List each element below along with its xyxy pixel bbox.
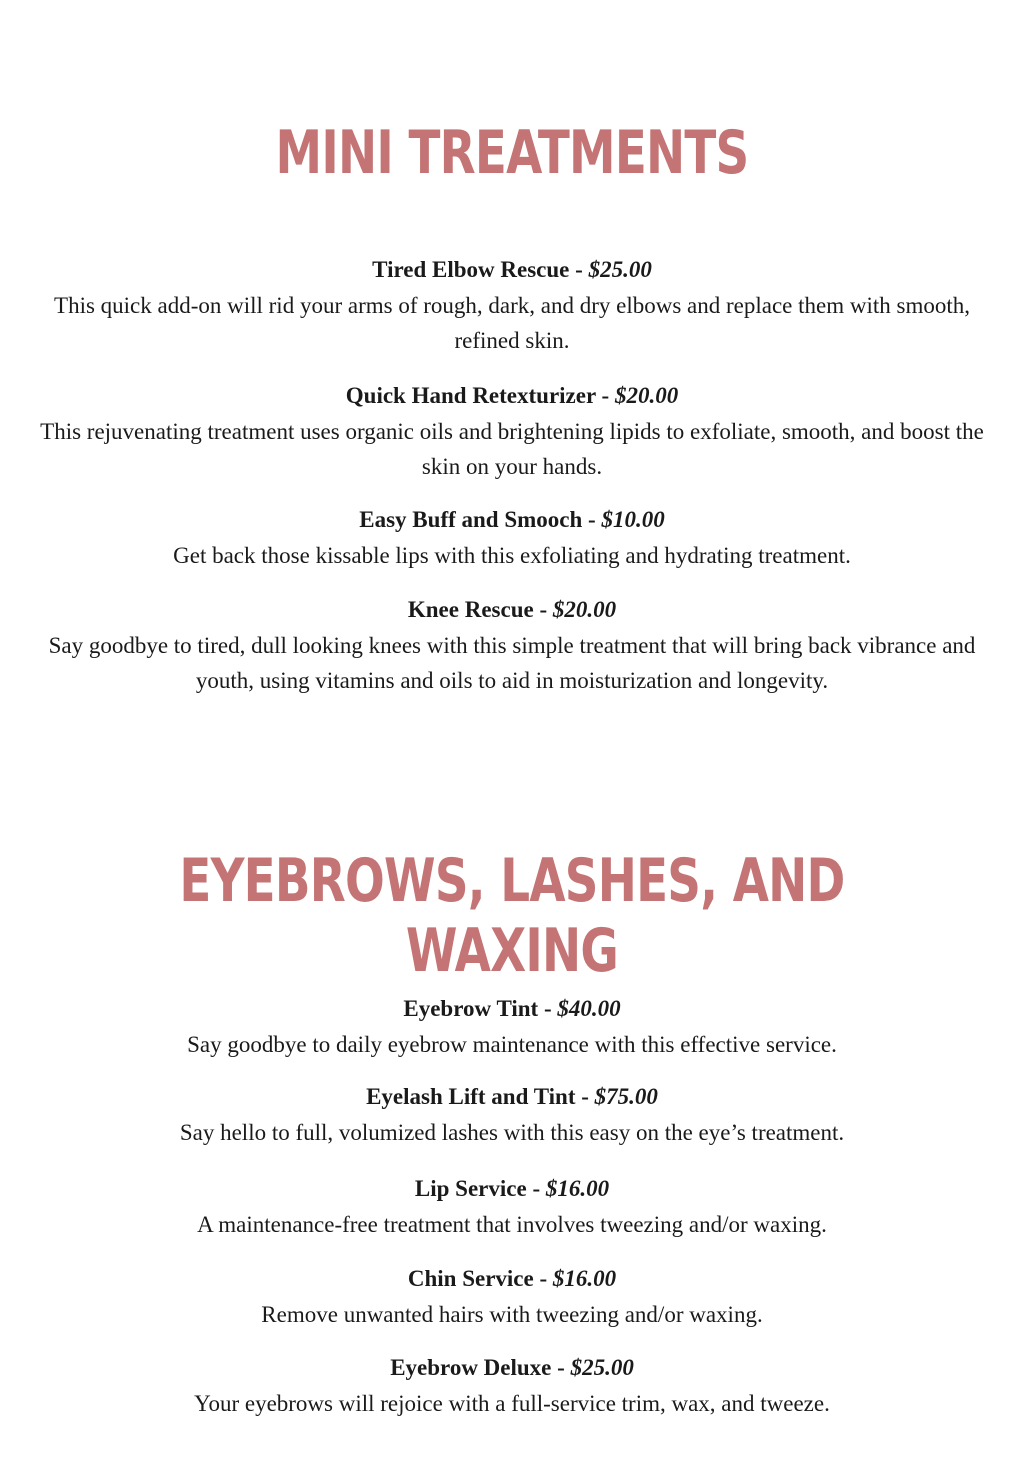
menu-item [20, 1352, 1004, 1421]
item-description: Your eyebrows will rejoice with a full-service trim, wax, and tweeze. [194, 1391, 830, 1416]
item-description: This rejuvenating treatment uses organic oils and brightening lipids to exfoliate, smooth, and boost the skin on your hands. [40, 419, 984, 479]
item-price: $25.00 [570, 1355, 634, 1380]
item-description: Say goodbye to tired, dull looking knees with this simple treatment that will bring back vibrance and youth, using vitamins and oils to aid in moisturization and longevity. [48, 633, 976, 693]
item-separator: - [533, 1266, 553, 1291]
item-name: Chin Service [407, 1266, 534, 1291]
item-description: This quick add-on will rid your arms of rough, dark, and dry elbows and replace them with smooth, refined skin. [54, 293, 970, 353]
item-heading [20, 594, 1004, 626]
item-name: Tired Elbow Rescue [372, 257, 570, 282]
item-separator: - [575, 1084, 595, 1109]
item-price: $25.00 [588, 257, 652, 282]
item-heading [20, 993, 1004, 1025]
item-name: Easy Buff and Smooch [359, 507, 583, 532]
item-description: Remove unwanted hairs with tweezing and/or waxing. [261, 1302, 763, 1327]
section-title-eyebrows-lashes-waxing: EYEBROWS, LASHES, AND WAXING [179, 846, 845, 986]
menu-item [20, 993, 1004, 1062]
item-name: Quick Hand Retexturizer [345, 383, 596, 408]
item-heading [20, 504, 1004, 536]
item-separator: - [526, 1176, 546, 1201]
item-separator: - [569, 257, 589, 282]
item-price: $20.00 [552, 597, 617, 622]
item-separator: - [582, 507, 602, 532]
item-separator: - [533, 597, 553, 622]
menu-item [20, 1081, 1004, 1150]
item-separator: - [538, 996, 558, 1021]
item-name: Lip Service [414, 1176, 527, 1201]
item-separator: - [595, 383, 615, 408]
item-heading [20, 1263, 1004, 1295]
item-price: $16.00 [545, 1176, 610, 1201]
menu-item [20, 254, 1004, 358]
item-price: $75.00 [594, 1084, 658, 1109]
item-heading [20, 380, 1004, 412]
item-heading [20, 1081, 1004, 1113]
menu-item [20, 504, 1004, 573]
item-description: Say goodbye to daily eyebrow maintenance with this effective service. [187, 1032, 837, 1057]
menu-item [20, 1173, 1004, 1242]
menu-item [20, 1263, 1004, 1332]
item-price: $40.00 [557, 996, 621, 1021]
item-price: $16.00 [552, 1266, 617, 1291]
item-description: Say hello to full, volumized lashes with this easy on the eye’s treatment. [179, 1120, 845, 1145]
item-separator: - [551, 1355, 571, 1380]
menu-item [20, 380, 1004, 484]
item-description: A maintenance-free treatment that involves tweezing and/or waxing. [197, 1212, 827, 1237]
item-name: Eyelash Lift and Tint [366, 1084, 576, 1109]
item-heading [20, 254, 1004, 286]
item-name: Eyebrow Deluxe [390, 1355, 552, 1380]
section-title-mini-treatments: MINI TREATMENTS [275, 118, 749, 188]
item-heading [20, 1352, 1004, 1384]
item-price: $10.00 [601, 507, 665, 532]
item-name: Eyebrow Tint [403, 996, 539, 1021]
item-name: Knee Rescue [407, 597, 534, 622]
item-heading [20, 1173, 1004, 1205]
item-price: $20.00 [614, 383, 679, 408]
item-description: Get back those kissable lips with this exfoliating and hydrating treatment. [173, 543, 851, 568]
menu-item [20, 594, 1004, 698]
